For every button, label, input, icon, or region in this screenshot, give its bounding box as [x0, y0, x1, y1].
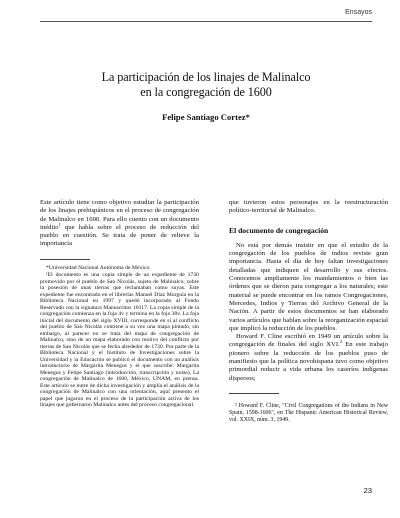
body-paragraph-1: No está por demás insistir en que el estudio de la congregación de los pueblos de indios reviste gran importancia. Hasta el día de hoy faltan investigaciones detalladas que indiquen el desarrollo y sus efectos. Conocemos ampliamente los mandamientos o bien las órdenes que se dieron para congregar a los naturales; este material se puede encontrar en los ramos Congregaciones, Mercedes, Indios y Tierras del Archivo General de la Nación. A partir de estos documentos se han elaborado varios artículos que hablan sobre la reorganización espacial que implicó la reducción de los pueblos. — [229, 241, 389, 332]
left-column — [40, 199, 199, 410]
footnote-2-text: ² Howard F. Cline, "Civil Congregations of the Indians in New Spain, 1598-1606", en The Hispanic American Historical Review, vol. XXIX, núm. 3, 1949. — [229, 402, 388, 423]
author-name: Felipe Santiago Cortez* — [162, 112, 250, 122]
para2-text-end: En este trabajo pionero sobre la reducción de los pueblos puso de manifiesto que la política novohispana tuvo como objetivo primordial reducir a vida urbana los caseríos indígenas dispersos; — [229, 341, 388, 382]
intro-text: Este artículo tiene como objetivo estudiar la participación de los linajes prehispánicos en el proceso de congregación de Malinalco en 1600. Para ello cuento con un documento inédito — [40, 199, 199, 231]
footnote-2 — [229, 403, 388, 423]
continued-paragraph: que tuvieron estos personajes en la reestructuración político-territorial de Malinalco. — [229, 199, 388, 215]
page-number: 23 — [363, 486, 372, 495]
intro-text-end: que habla sobre el proceso de reducción del pueblo en cuestión. Se trata de poner de relieve la importancia — [40, 223, 199, 248]
footnotes — [40, 265, 199, 409]
article-title — [40, 70, 372, 99]
footnote-ref-1: 1 — [58, 221, 61, 227]
title-line-1: La participación de los linajes de Malinalco — [101, 70, 311, 84]
title-line-2: en la congregación de 1600 — [140, 84, 272, 99]
right-column — [229, 199, 388, 423]
section-heading: El documento de congregación — [229, 225, 329, 235]
footnote-1: ¹El documento es una copia simple de un expediente de 1730 promovido por el pueblo de San Nicolás, sujeto de Malinalco, sobre la posesión de unas tierras que reclamaban como suyas. Este expediente fue encontrado en el librerías Manuel Díaz Murguía en la Biblioteca Nacional en 1997 y quedó incorporado al Fondo Reservado con la signatura Manuscritos 10117. La copia simple de la congregación comienza en la foja 4v y termina en la foja 38v. La foja inicial del documento del siglo XVIII, corresponde en sí al conflicto del pueblo de San Nicolás contiene a su vez una mapa pintado, sin embargo, al parecer no se trata del mapa de congregación de Malinalco, sino de un mapa elaborado con motivo del conflicto por tierras de San Nicolás que se fecha alrededor de 1730. Por parte de la Biblioteca Nacional y el Instituto de Investigaciones sobre la Universidad y la Educación se publicó el documento con un análisis introductorio de Margarita Menegus y el que suscribe: Margarita Menegus y Felipe Santiago (introducción, transcripción y notas), La congregación de Malinalco de 1600, México, UNAM, en prensa. Este artículo se nutre de dicha investigación y amplía el análisis de la congregación de Malinalco con una orientación, aquí presento el papel que jugaron en el proceso de la participación activa de los linajes que gobernaron Malinalco antes del proceso congregacional. — [40, 272, 199, 409]
para2-text: Howard F. Cline escribió en 1949 un artículo sobre la congregación de finales del siglo XVI. — [229, 333, 388, 349]
intro-paragraph — [40, 199, 199, 249]
header-rule — [40, 21, 372, 22]
footnote-affiliation: *Universidad Nacional Autónoma de México. — [46, 264, 151, 271]
footnote-rule-right — [229, 393, 279, 394]
body-paragraph-2 — [229, 333, 388, 383]
section-label: Ensayos — [345, 9, 372, 16]
footnote-rule — [40, 259, 90, 260]
footnote-ref-2: 2 — [339, 339, 343, 345]
